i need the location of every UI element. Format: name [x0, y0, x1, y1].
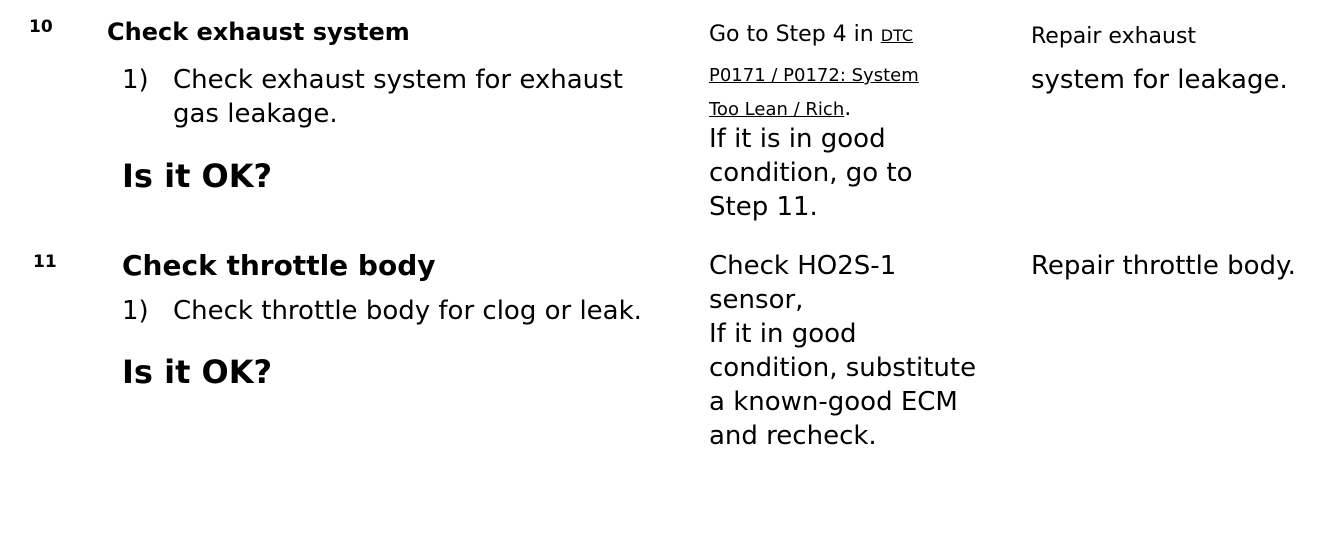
yes-action-text: Step 11. — [709, 192, 818, 222]
dtc-link[interactable]: P0171 / P0172: System — [709, 65, 919, 86]
yes-action-text: condition, substitute — [709, 353, 977, 383]
instruction-text: Check throttle body for clog or leak. — [173, 296, 642, 326]
dtc-link[interactable]: DTC — [880, 26, 914, 45]
no-action-text: system for leakage. — [1031, 65, 1288, 95]
step-title: Check throttle body — [122, 249, 436, 282]
yes-action-line — [709, 24, 913, 46]
dtc-link[interactable]: Too Lean / Rich — [709, 99, 845, 120]
step-number: 10 — [29, 17, 53, 37]
step-title: Check exhaust system — [107, 18, 410, 46]
instruction-text: Check exhaust system for exhaust — [173, 65, 623, 95]
no-action-text: Repair exhaust — [1031, 24, 1197, 49]
yes-action-text: Check HO2S-1 — [709, 251, 897, 281]
yes-action-text: and recheck. — [709, 421, 877, 451]
yes-action-line — [709, 98, 851, 120]
step-number: 11 — [33, 252, 57, 272]
yes-action-text: sensor, — [709, 285, 804, 315]
instruction-number: 1) — [122, 296, 149, 326]
yes-action-text: If it in good — [709, 319, 857, 349]
instruction-line — [122, 67, 623, 93]
yes-action-text: a known-good ECM — [709, 387, 958, 417]
link-suffix: . — [844, 96, 852, 121]
check-question: Is it OK? — [122, 353, 273, 391]
yes-action-text: Go to Step 4 in — [709, 22, 881, 47]
instruction-text-cont: gas leakage. — [173, 99, 338, 129]
instruction-number: 1) — [122, 65, 149, 95]
instruction-line — [122, 298, 642, 324]
check-question: Is it OK? — [122, 157, 273, 195]
no-action-text: Repair throttle body. — [1031, 251, 1296, 281]
yes-action-text: condition, go to — [709, 158, 913, 188]
yes-action-text: If it is in good — [709, 124, 886, 154]
